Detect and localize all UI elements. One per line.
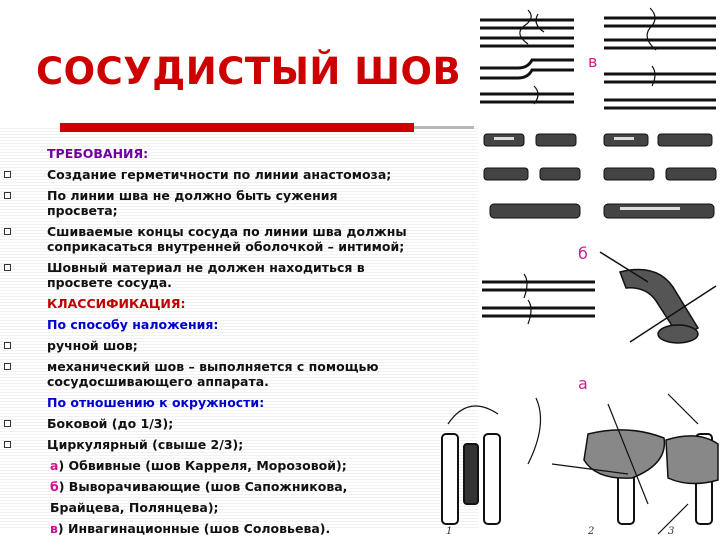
type-b-continued: Брайцева, Полянцева); [50,500,219,515]
type-b: б) Выворачивающие (шов Сапожникова, [50,479,348,494]
figure-label-a: а [578,374,588,393]
requirements-heading: ТРЕБОВАНИЯ: [47,146,149,161]
method-item: механический шов – выполняется с помощью сосудосшивающего аппарата. [4,359,484,389]
page-title: СОСУДИСТЫЙ ШОВ [36,50,462,93]
carrel-suture-drawing [428,384,720,540]
circumference-item: Боковой (до 1/3); [4,416,484,431]
invagination-drawing [480,242,720,352]
circumference-item: Циркулярный (свыше 2/3); [4,437,484,452]
figure-number-1: 1 [446,526,453,537]
figure-label-b: б [578,244,588,263]
title-underline-tail [414,126,474,129]
vessel-ends-drawing [480,126,720,236]
figure-label-v: в [588,52,598,71]
suture-drawing-top-right [600,0,718,118]
requirement-item: Сшиваемые концы сосуда по линии шва должны соприкасаться внутренней оболочкой – интимой; [4,224,484,254]
by-circumference-heading: По отношению к окружности: [47,395,265,410]
figure-number-3: 3 [668,526,675,537]
by-method-heading: По способу наложения: [47,317,219,332]
suture-drawing-top-left [478,0,578,118]
requirement-item: Шовный материал не должен находиться в просвете сосуда. [4,260,484,290]
figure-number-2: 2 [588,526,595,537]
requirement-item: Создание герметичности по линии анастомоза; [4,167,484,182]
title-underline [60,123,414,132]
type-a: а) Обвивные (шов Карреля, Морозовой); [50,458,347,473]
requirement-item: По линии шва не должно быть сужения просвета; [4,188,484,218]
classification-heading: КЛАССИФИКАЦИЯ: [47,296,186,311]
type-v: в) Инвагинационные (шов Соловьева). [50,521,331,536]
method-item: ручной шов; [4,338,484,353]
content-block [4,146,484,542]
